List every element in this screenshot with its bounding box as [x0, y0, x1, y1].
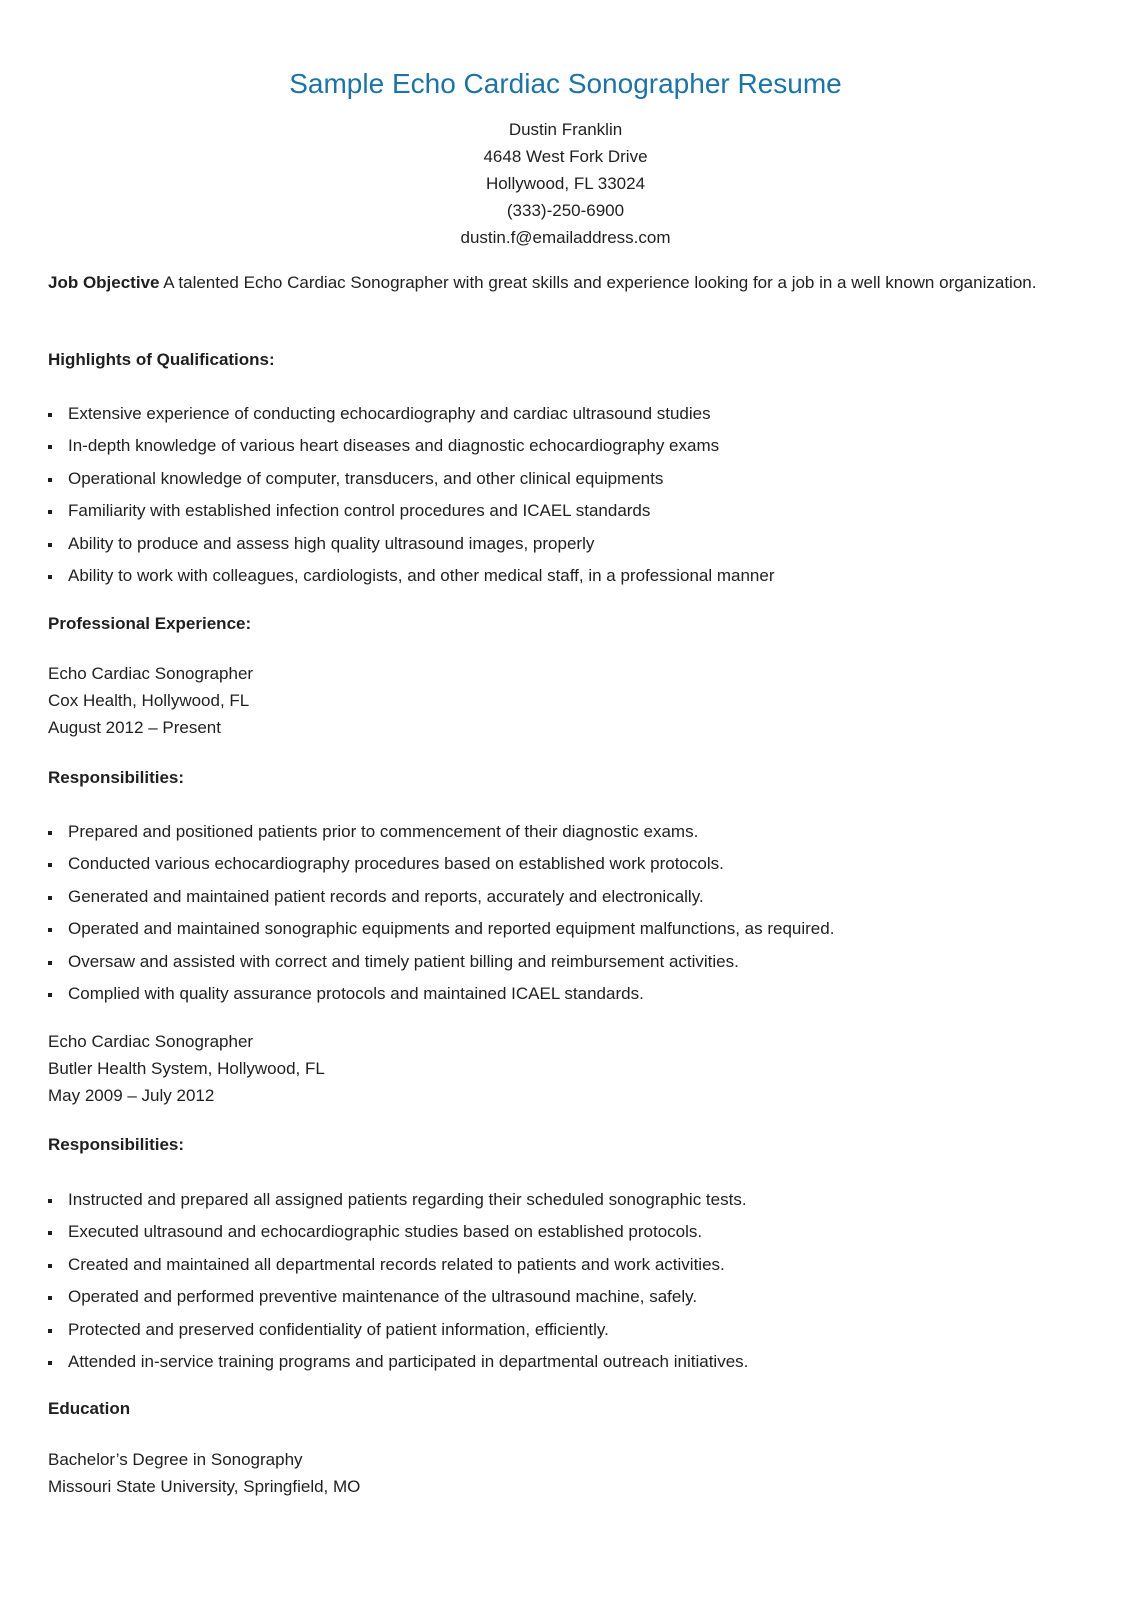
contact-email: dustin.f@emailaddress.com — [460, 228, 671, 247]
list-item: Instructed and prepared all assigned patients regarding their scheduled sonographic tests. — [48, 1184, 1088, 1216]
job-2-info — [48, 1028, 1088, 1109]
job-dates: August 2012 – Present — [48, 718, 221, 737]
list-item: Attended in-service training programs and participated in departmental outreach initiatives. — [48, 1346, 1088, 1378]
responsibilities-heading: Responsibilities: — [48, 1135, 185, 1154]
list-item: Ability to produce and assess high quality ultrasound images, properly — [48, 528, 1088, 560]
education-school: Missouri State University, Springfield, MO — [48, 1477, 361, 1496]
contact-phone: (333)-250-6900 — [506, 201, 625, 220]
contact-address: 4648 West Fork Drive — [483, 147, 648, 166]
experience-heading: Professional Experience: — [48, 614, 252, 633]
contact-block — [0, 116, 1131, 251]
job-dates: May 2009 – July 2012 — [48, 1086, 215, 1105]
contact-name: Dustin Franklin — [508, 120, 623, 139]
education-heading: Education — [48, 1399, 131, 1418]
list-item: Complied with quality assurance protocols and maintained ICAEL standards. — [48, 978, 1088, 1010]
list-item: Familiarity with established infection control procedures and ICAEL standards — [48, 495, 1088, 527]
job-title: Echo Cardiac Sonographer — [48, 1032, 254, 1051]
list-item: Operated and performed preventive maintenance of the ultrasound machine, safely. — [48, 1281, 1088, 1313]
resume-title: Sample Echo Cardiac Sonographer Resume — [289, 68, 842, 99]
job-employer: Butler Health System, Hollywood, FL — [48, 1059, 325, 1078]
responsibilities-heading: Responsibilities: — [48, 768, 185, 787]
list-item: Prepared and positioned patients prior to commencement of their diagnostic exams. — [48, 816, 1088, 848]
job-title: Echo Cardiac Sonographer — [48, 664, 254, 683]
list-item: Executed ultrasound and echocardiographic studies based on established protocols. — [48, 1216, 1088, 1248]
objective-label: Job Objective — [48, 273, 160, 292]
list-item: Created and maintained all departmental records related to patients and work activities. — [48, 1249, 1088, 1281]
list-item: Operated and maintained sonographic equipments and reported equipment malfunctions, as required. — [48, 913, 1088, 945]
list-item: Operational knowledge of computer, transducers, and other clinical equipments — [48, 463, 1088, 495]
objective-text: A talented Echo Cardiac Sonographer with great skills and experience looking for a job in a well known organization. — [159, 273, 1037, 292]
job-1-responsibilities — [48, 816, 1088, 1010]
list-item: Protected and preserved confidentiality of patient information, efficiently. — [48, 1314, 1088, 1346]
list-item: In-depth knowledge of various heart diseases and diagnostic echocardiography exams — [48, 430, 1088, 462]
list-item: Extensive experience of conducting echocardiography and cardiac ultrasound studies — [48, 398, 1088, 430]
education-info — [48, 1446, 1088, 1500]
list-item: Oversaw and assisted with correct and timely patient billing and reimbursement activities. — [48, 946, 1088, 978]
education-degree: Bachelor’s Degree in Sonography — [48, 1450, 303, 1469]
job-2-responsibilities — [48, 1184, 1088, 1378]
list-item: Generated and maintained patient records and reports, accurately and electronically. — [48, 881, 1088, 913]
job-employer: Cox Health, Hollywood, FL — [48, 691, 250, 710]
job-1-info — [48, 660, 1088, 741]
list-item: Conducted various echocardiography procedures based on established work protocols. — [48, 848, 1088, 880]
contact-city: Hollywood, FL 33024 — [485, 174, 646, 193]
list-item: Ability to work with colleagues, cardiologists, and other medical staff, in a professional manner — [48, 560, 1088, 592]
job-objective — [48, 269, 1088, 296]
highlights-list — [48, 398, 1088, 592]
highlights-heading: Highlights of Qualifications: — [48, 350, 275, 369]
